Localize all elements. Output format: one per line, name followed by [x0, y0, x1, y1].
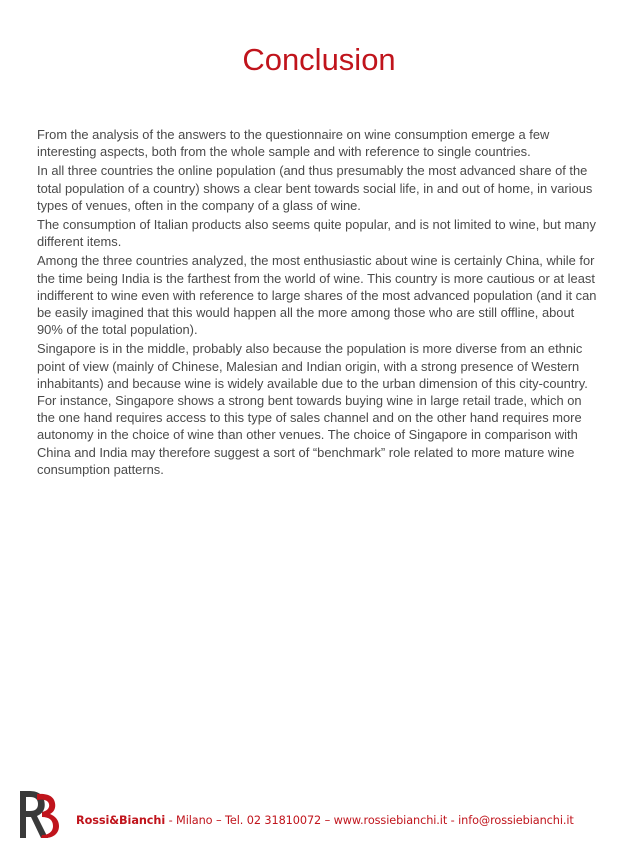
paragraph-4: Among the three countries analyzed, the most enthusiastic about wine is certainly China, while for the time being India is the farthest from the world of wine. This country is more cautious or at least indifferent to wine even with reference to large shares of the most advanced population (and it can be easily imagined that this would happen all the more among those who are still offline, about 90% of the total population). — [37, 253, 597, 338]
footer-brand: Rossi&Bianchi — [76, 814, 166, 827]
paragraph-1: From the analysis of the answers to the questionnaire on wine consumption emerge a few interesting aspects, both from the whole sample and with reference to single countries. — [37, 127, 550, 160]
paragraph-2: In all three countries the online population (and thus presumably the most advanced share of the total population of a country) shows a clear bent towards social life, in and out of home, in various types of venues, often in the company of a glass of wine. — [37, 163, 593, 213]
rb-monogram-logo-icon — [17, 786, 61, 842]
footer-details: - Milano – Tel. 02 31810072 – www.rossiebianchi.it - info@rossiebianchi.it — [165, 814, 574, 827]
paragraph-3: The consumption of Italian products also seems quite popular, and is not limited to wine, but many different items. — [37, 217, 596, 250]
document-body — [37, 126, 603, 480]
paragraph-5: Singapore is in the middle, probably also because the population is more diverse from an ethnic point of view (mainly of Chinese, Malesian and Indian origin, with a strong presence of Western inhabitants) and because wine is widely available due to the urban dimension of this city-country. For instance, Singapore shows a strong bent towards buying wine in large retail trade, which on the one hand requires access to this type of sales channel and on the other hand requires more autonomy in the choice of wine than other venues. The choice of Singapore in comparison with China and India may therefore suggest a sort of “benchmark” role related to more mature wine consumption patterns. — [37, 341, 588, 477]
page-title: Conclusion — [242, 42, 396, 77]
page-footer — [0, 780, 638, 850]
footer-contact-line — [76, 814, 574, 827]
